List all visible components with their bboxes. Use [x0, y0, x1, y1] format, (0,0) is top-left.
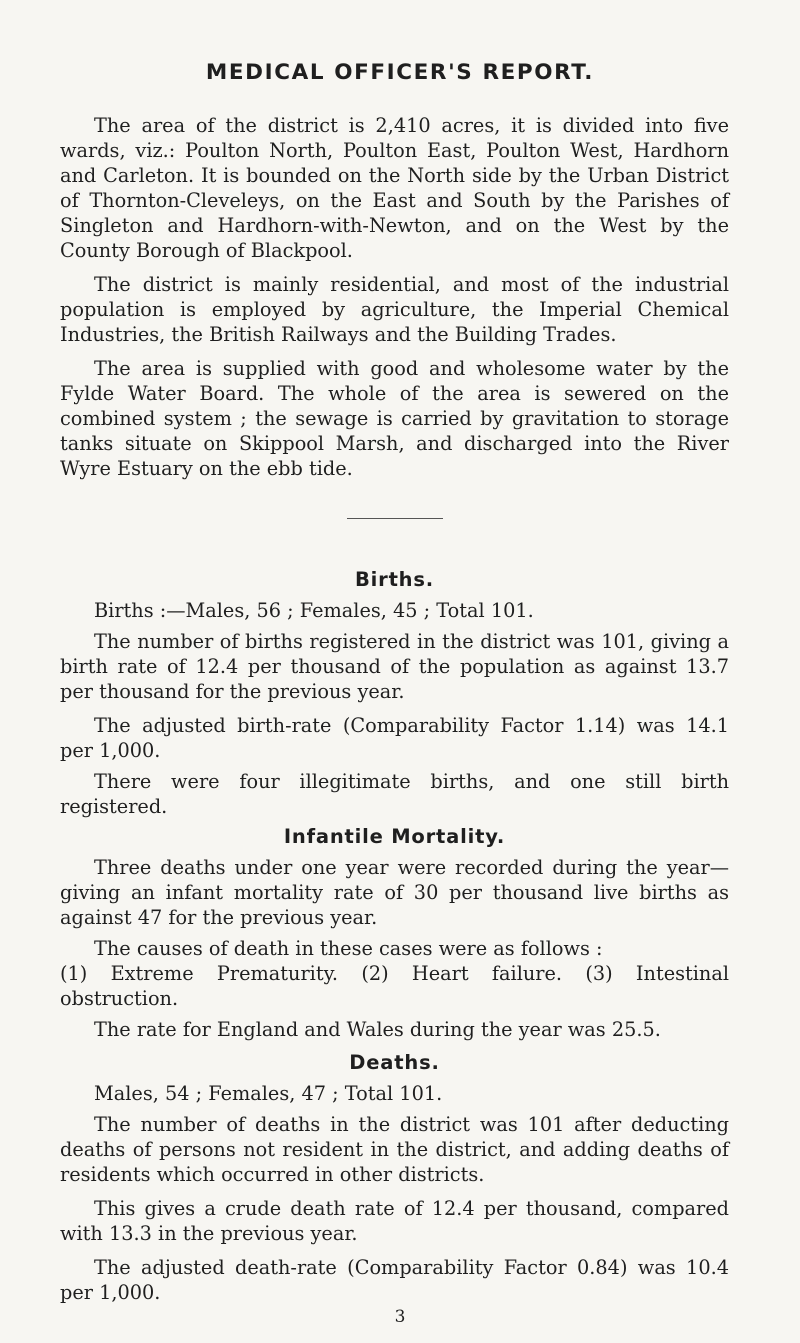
report-title: MEDICAL OFFICER'S REPORT.	[205, 60, 595, 85]
infantile-paragraph-causes-intro: The causes of death in these cases were as follows :	[94, 937, 603, 960]
page-number: 3	[394, 1307, 406, 1327]
deaths-paragraph-count: The number of deaths in the district was 101 after deducting deaths of persons not resident in the district, and adding deaths of residents which occurred in other districts.	[60, 1113, 729, 1186]
deaths-paragraph-crude-rate: This gives a crude death rate of 12.4 per thousand, compared with 13.3 in the previous year.	[60, 1197, 729, 1245]
intro-paragraph-residential: The district is mainly residential, and most of the industrial population is employed by agriculture, the Imperial Chemical Industries, the British Railways and the Building Trades.	[60, 273, 729, 346]
births-paragraph-adjusted: The adjusted birth-rate (Comparability Factor 1.14) was 14.1 per 1,000.	[60, 714, 729, 762]
infantile-causes-list: (1) Extreme Prematurity. (2) Heart failure. (3) Intestinal obstruction.	[60, 962, 729, 1010]
infantile-mortality-heading: Infantile Mortality.	[283, 825, 506, 848]
report-body	[60, 113, 729, 1305]
births-heading: Births.	[355, 568, 434, 591]
infantile-paragraph-deaths: Three deaths under one year were recorded during the year—giving an infant mortality rate of 30 per thousand live births as against 47 for the previous year.	[60, 856, 729, 929]
intro-paragraph-water: The area is supplied with good and wholesome water by the Fylde Water Board. The whole of the area is sewered on the combined system ; the sewage is carried by gravitation to storage tanks situate on Skippool Marsh, and discharged into the River Wyre Estuary on the ebb tide.	[60, 357, 729, 480]
infantile-paragraph-national-rate: The rate for England and Wales during the year was 25.5.	[94, 1018, 661, 1041]
intro-paragraph-area: The area of the district is 2,410 acres, it is divided into five wards, viz.: Poulton North, Poulton East, Poulton West, Hardhorn and Carleton. It is bounded on the North side by the Urban District of Thornton-Cleveleys, on the East and South by the Parishes of Singleton and Hardhorn-with-Newton, and on the West by the County Borough of Blackpool.	[60, 114, 729, 262]
deaths-heading: Deaths.	[349, 1051, 440, 1074]
births-paragraph-illegitimate: There were four illegitimate births, and one still birth registered.	[60, 770, 729, 818]
deaths-paragraph-adjusted: The adjusted death-rate (Comparability Factor 0.84) was 10.4 per 1,000.	[60, 1256, 729, 1304]
births-paragraph-rate: The number of births registered in the district was 101, giving a birth rate of 12.4 per thousand of the population as against 13.7 per thousand for the previous year.	[60, 630, 729, 703]
births-summary: Births :—Males, 56 ; Females, 45 ; Total 101.	[94, 599, 534, 622]
deaths-summary: Males, 54 ; Females, 47 ; Total 101.	[94, 1082, 443, 1105]
section-divider	[347, 518, 443, 519]
